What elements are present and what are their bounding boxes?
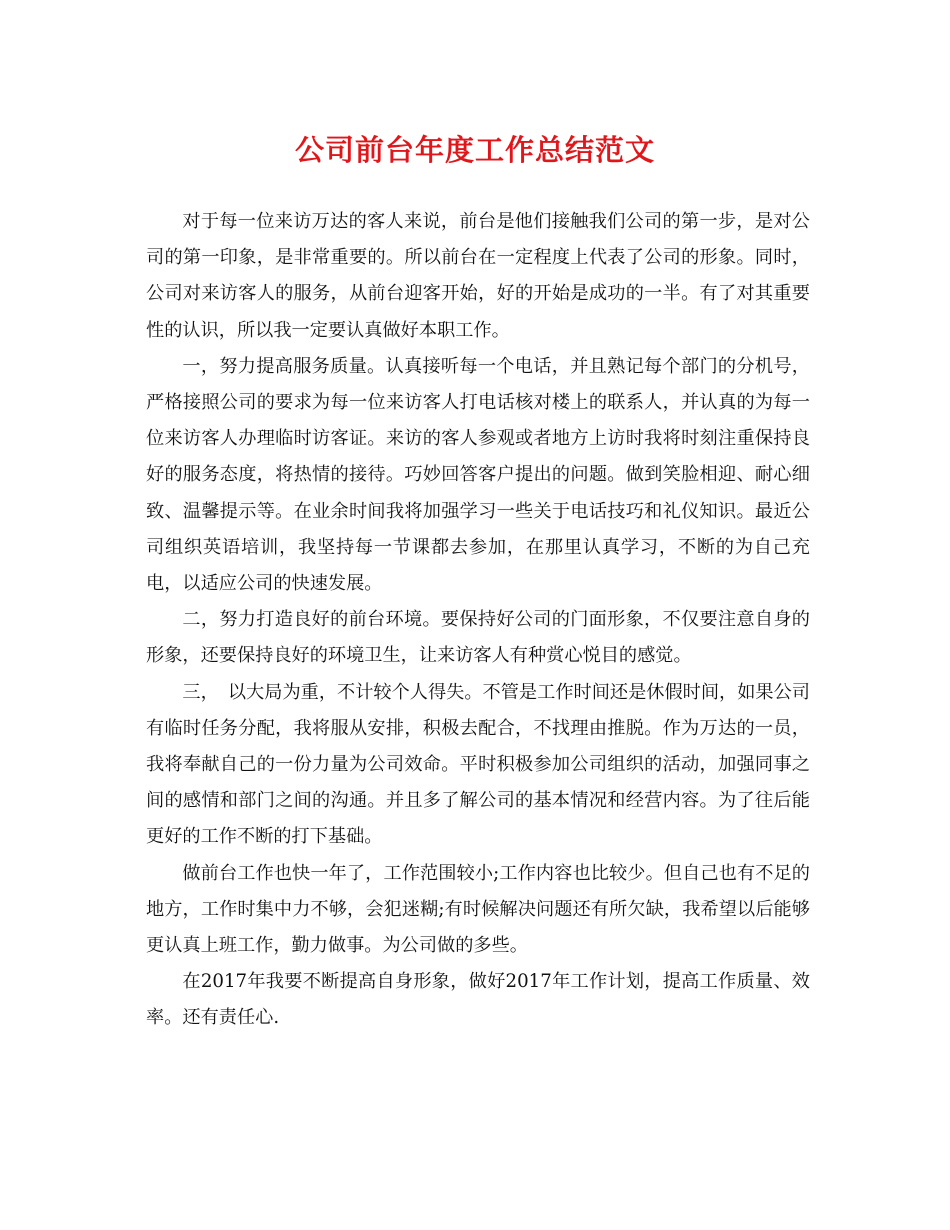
paragraph-plan: 在2017年我要不断提高自身形象，做好2017年工作计划，提高工作质量、效率。还有责任心. (146, 971, 810, 1029)
document-body (146, 204, 810, 1037)
paragraph-self-review: 做前台工作也快一年了，工作范围较小;工作内容也比较少。但自己也有不足的地方，工作时集中力不够，会犯迷糊;有时候解决问题还有所欠缺，我希望以后能够更认真上班工作，勤力做事。为公司做的多些。 (146, 862, 810, 957)
paragraph-overall-situation: 三， 以大局为重，不计较个人得失。不管是工作时间还是休假时间，如果公司有临时任务分配，我将服从安排，积极去配合，不找理由推脱。作为万达的一员，我将奉献自己的一份力量为公司效命。平时积极参加公司组织的活动，加强同事之间的感情和部门之间的沟通。并且多了解公司的基本情况和经营内容。为了往后能更好的工作不断的打下基础。 (146, 681, 810, 848)
page-title: 公司前台年度工作总结范文 (294, 133, 655, 167)
paragraph-service-quality: 一，努力提高服务质量。认真接听每一个电话，并且熟记每个部门的分机号，严格接照公司的要求为每一位来访客人打电话核对楼上的联系人，并认真的为每一位来访客人办理临时访客证。来访的客人参观或者地方上访时我将时刻注重保持良好的服务态度，将热情的接待。巧妙回答客户提出的问题。做到笑脸相迎、耐心细致、温馨提示等。在业余时间我将加强学习一些关于电话技巧和礼仪知识。最近公司组织英语培训，我坚持每一节课都去参加，在那里认真学习，不断的为自己充电，以适应公司的快速发展。 (146, 355, 810, 595)
paragraph-front-desk-environment: 二，努力打造良好的前台环境。要保持好公司的门面形象，不仅要注意自身的形象，还要保持良好的环境卫生，让来访客人有种赏心悦目的感觉。 (146, 609, 810, 667)
paragraph-intro: 对于每一位来访万达的客人来说，前台是他们接触我们公司的第一步，是对公司的第一印象，是非常重要的。所以前台在一定程度上代表了公司的形象。同时，公司对来访客人的服务，从前台迎客开始，好的开始是成功的一半。有了对其重要性的认识，所以我一定要认真做好本职工作。 (146, 211, 810, 341)
